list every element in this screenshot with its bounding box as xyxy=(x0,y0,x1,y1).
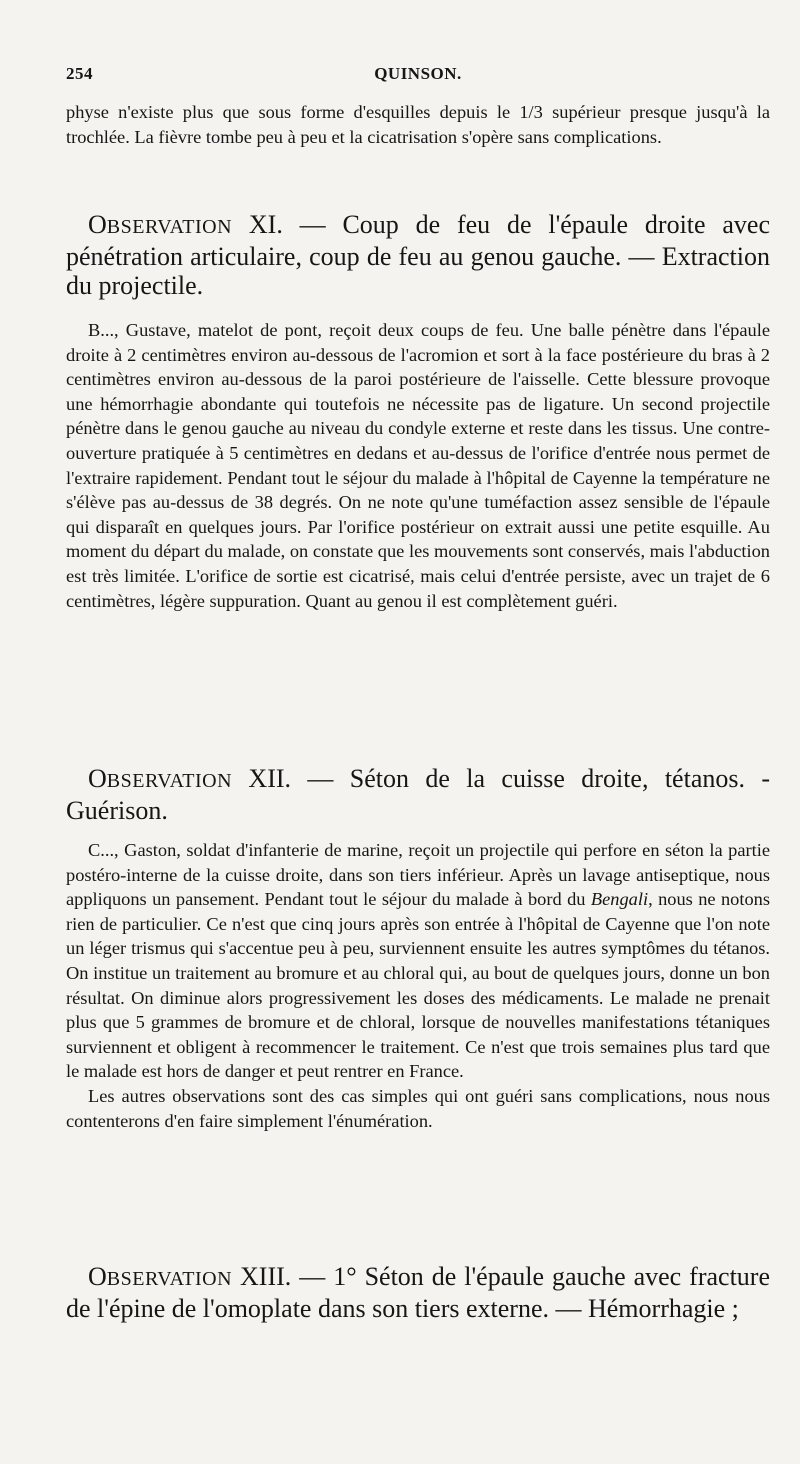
observation-13-heading-initial: O xyxy=(88,1262,107,1291)
continuation-paragraph: physe n'existe plus que sous forme d'esquilles depuis le 1/3 supérieur presque jusqu'à la trochlée. La fièvre tombe peu à peu et la cicatrisation s'opère sans complications. xyxy=(66,102,770,147)
observation-12-heading-title: XII. — Séton de la cuisse droite, tétanos. - Guérison. xyxy=(66,764,770,825)
observation-11-heading-title: XI. — Coup de feu de l'épaule droite avec pénétration articulaire, coup de feu au genou gauche. — Extraction du projectile. xyxy=(66,210,770,300)
observation-12-body xyxy=(66,838,770,1084)
observation-12-body-end: , nous ne notons rien de particulier. Ce n'est que cinq jours après son entrée à l'hôpital de Cayenne que l'on note un léger trismus qui s'accentue peu à peu, surviennent ensuite les autres symptômes du tétanos. On institue un traitement au bromure et au chloral qui, au bout de quelques jours, donne un bon résultat. On diminue alors progressivement les doses des médicaments. Le malade ne prenait plus que 5 grammes de bromure et de chloral, lorsque de nouvelles manifestations tétaniques surviennent et obligent à recommencer le traitement. Ce n'est que trois semaines plus tard que le malade est hors de danger et peut rentrer en France. xyxy=(66,889,770,1082)
observation-13-heading xyxy=(66,1262,770,1323)
observation-12-heading-smallcaps: BSERVATION xyxy=(106,770,233,792)
observation-12-heading-initial: O xyxy=(88,764,107,793)
observation-13-heading-title: XIII. — 1° Séton de l'épaule gauche avec fracture de l'épine de l'omoplate dans son tiers externe. — Hémorrhagie ; xyxy=(66,1262,770,1323)
observation-13-heading-block xyxy=(66,1262,770,1323)
closing-paragraph: Les autres observations sont des cas simples qui ont guéri sans complications, nous nous contenterons d'en faire simplement l'énumération. xyxy=(66,1085,770,1131)
observation-12-heading xyxy=(66,764,770,825)
running-head xyxy=(66,64,770,88)
observation-12-body-start: C..., Gaston, soldat d'infanterie de marine, reçoit un projectile qui perfore en séton la partie postéro-interne de la cuisse droite, dans son tiers inférieur. Après un lavage antiseptique, nous appliquons un pansement. Pendant tout le séjour du malade à bord du xyxy=(66,840,770,910)
observation-13-heading-smallcaps: BSERVATION xyxy=(106,1268,233,1290)
observation-11-heading-initial: O xyxy=(88,210,107,239)
ship-name: Bengali xyxy=(590,889,649,910)
running-title: QUINSON. xyxy=(374,64,462,83)
continuation-paragraph-block xyxy=(66,100,770,149)
observation-11-heading-smallcaps: BSERVATION xyxy=(106,216,233,238)
observation-11-heading-block xyxy=(66,210,770,300)
observation-11-body: B..., Gustave, matelot de pont, reçoit deux coups de feu. Une balle pénètre dans l'épaule droite à 2 centimètres environ au-dessous de l'acromion et sort à la face postérieure du bras à 2 centimètres environ au-dessous de la paroi postérieure de l'aisselle. Cette blessure provoque une hémorrhagie abondante qui toutefois ne nécessite pas de ligature. Un second projectile pénètre dans le genou gauche au niveau du condyle externe et reste dans les tissus. Une contre-ouverture pratiquée à 5 centimètres en dedans et au-dessus de l'orifice d'entrée nous permet de l'extraire rapidement. Pendant tout le séjour du malade à l'hôpital de Cayenne la température ne s'élève pas au-dessus de 38 degrés. On ne note qu'une tuméfaction assez sensible de l'épaule qui disparaît en quelques jours. Par l'orifice postérieur on extrait aussi une petite esquille. Au moment du départ du malade, on constate que les mouvements sont conservés, mais l'abduction est très limitée. L'orifice de sortie est cicatrisé, mais celui d'entrée persiste, avec un trajet de 6 centimètres, légère suppuration. Quant au genou il est complètement guéri. xyxy=(66,320,770,611)
observation-12-body-block xyxy=(66,838,770,1133)
page-number: 254 xyxy=(66,64,93,83)
observation-11-heading xyxy=(66,210,770,300)
observation-12-heading-block xyxy=(66,764,770,825)
observation-11-body-block xyxy=(66,318,770,613)
